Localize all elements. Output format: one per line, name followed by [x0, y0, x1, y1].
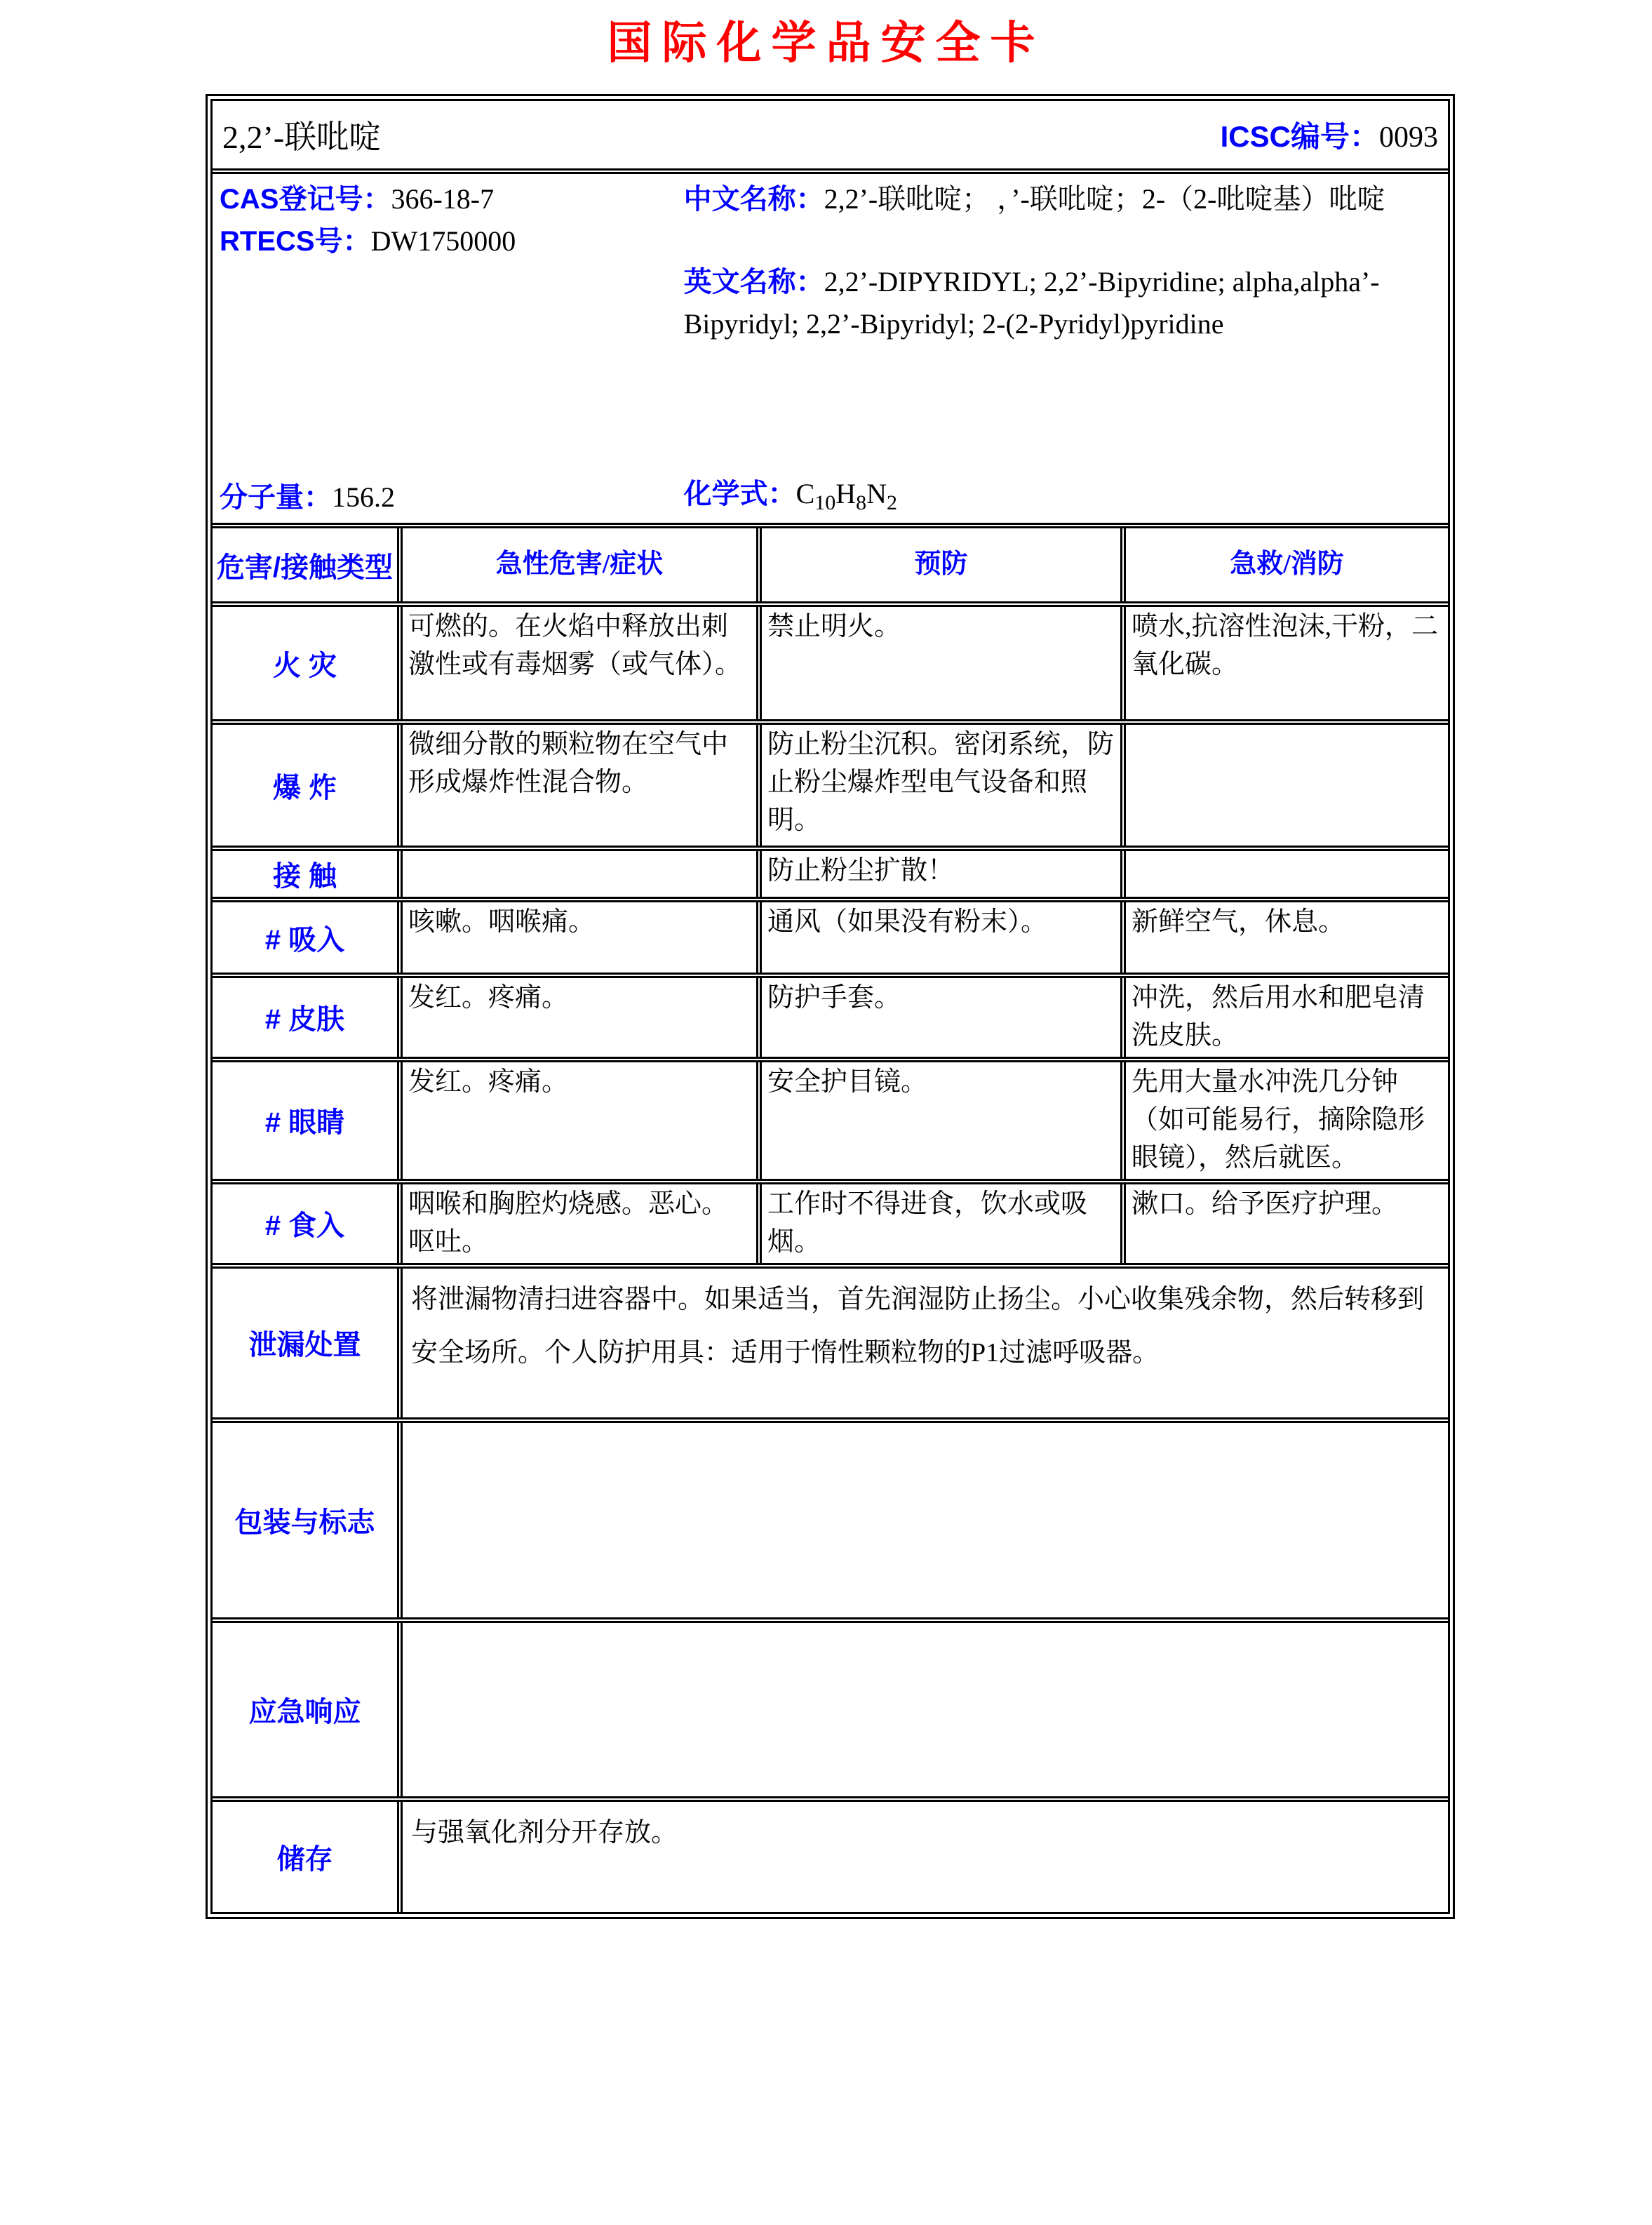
- header-first-aid-fire: 急救/消防: [1120, 528, 1448, 601]
- table-row-spill-disposal: [213, 1263, 1448, 1417]
- table-row-fire: [213, 601, 1448, 719]
- skin-prevention: 防护手套。: [756, 978, 1120, 1057]
- table-row-skin: [213, 973, 1448, 1057]
- row-label-spill-disposal: 泄漏处置: [248, 1330, 361, 1361]
- identity-right-column: [684, 178, 1441, 519]
- identity-left-column: [220, 178, 684, 519]
- explosion-symptoms: 微细分散的颗粒物在空气中形成爆炸性混合物。: [397, 725, 756, 846]
- table-row-storage: [213, 1796, 1448, 1912]
- eyes-prevention: 安全护目镜。: [756, 1062, 1120, 1179]
- formula-subscript-10: 10: [814, 491, 836, 514]
- english-name-label: 英文名称：: [683, 267, 824, 298]
- english-name-line: [684, 261, 1441, 345]
- icsc-number: [1221, 114, 1438, 156]
- header-hazard-type: 危害/接触类型: [216, 552, 394, 583]
- identity-section: [213, 168, 1448, 523]
- eyes-symptoms: 发红。疼痛。: [397, 1062, 756, 1179]
- rtecs-number-label: RTECS号：: [220, 226, 371, 257]
- table-row-emergency-response: [213, 1617, 1448, 1796]
- ingestion-prevention: 工作时不得进食，饮水或吸烟。: [756, 1184, 1120, 1263]
- row-label-ingestion: # 食入: [264, 1210, 345, 1242]
- hazard-table-header-row: [213, 523, 1448, 601]
- storage-content: 与强氧化剂分开存放。: [397, 1802, 1448, 1912]
- substance-name: 2,2’-联吡啶: [222, 119, 382, 155]
- row-label-storage: 储存: [276, 1843, 333, 1875]
- icsc-number-label: ICSC编号：: [1220, 120, 1379, 153]
- formula-element-h: H: [835, 478, 857, 509]
- rtecs-number-line: [220, 220, 684, 262]
- inhalation-prevention: 通风（如果没有粉末）。: [756, 902, 1120, 973]
- row-label-eyes: # 眼睛: [264, 1107, 345, 1139]
- table-row-exposure: [213, 846, 1448, 897]
- fire-symptoms: 可燃的。在火焰中释放出刺激性或有毒烟雾（或气体）。: [397, 607, 756, 719]
- explosion-aid: [1120, 725, 1448, 846]
- inhalation-aid: 新鲜空气，休息。: [1120, 902, 1448, 973]
- cas-number-value: 366-18-7: [391, 183, 495, 215]
- ingestion-symptoms: 咽喉和胸腔灼烧感。恶心。呕吐。: [397, 1184, 756, 1263]
- cas-number-line: [220, 178, 684, 220]
- emergency-response-content: [397, 1623, 1448, 1796]
- english-name-value: 2,2’-DIPYRIDYL; 2,2’-Bipyridine; alpha,alpha’-Bipyridyl; 2,2’-Bipyridyl; 2-(2-Pyridyl)pyridine: [683, 266, 1380, 340]
- spill-disposal-content: 将泄漏物清扫进容器中。如果适当，首先润湿防止扬尘。小心收集残余物，然后转移到安全场所。个人防护用具：适用于惰性颗粒物的P1过滤呼吸器。: [397, 1269, 1448, 1417]
- table-row-packaging-labelling: [213, 1417, 1448, 1617]
- formula-subscript-8: 8: [856, 491, 867, 514]
- exposure-prevention: 防止粉尘扩散！: [756, 851, 1120, 897]
- header-acute-hazards: 急性危害/症状: [397, 528, 756, 601]
- icsc-number-value: 0093: [1379, 121, 1438, 154]
- table-row-ingestion: [213, 1179, 1448, 1263]
- row-label-fire: 火 灾: [272, 650, 337, 681]
- molecular-weight-label: 分子量：: [220, 482, 332, 513]
- rtecs-number-value: DW1750000: [370, 225, 516, 257]
- skin-symptoms: 发红。疼痛。: [397, 978, 756, 1057]
- chinese-name-line: [684, 178, 1441, 220]
- formula-subscript-2: 2: [887, 491, 898, 514]
- chemical-formula-line: [684, 473, 1441, 519]
- formula-element-n: N: [866, 478, 887, 509]
- row-label-exposure: 接 触: [272, 861, 337, 892]
- table-row-inhalation: [213, 897, 1448, 973]
- substance-title-row: [213, 101, 1448, 168]
- inhalation-symptoms: 咳嗽。咽喉痛。: [397, 902, 756, 973]
- explosion-prevention: 防止粉尘沉积。密闭系统，防止粉尘爆炸型电气设备和照明。: [756, 725, 1120, 846]
- exposure-aid: [1120, 851, 1448, 897]
- fire-aid: 喷水,抗溶性泡沫,干粉，二氧化碳。: [1120, 607, 1448, 719]
- chemical-formula-label: 化学式：: [683, 479, 796, 509]
- skin-aid: 冲洗，然后用水和肥皂清洗皮肤。: [1120, 978, 1448, 1057]
- header-prevention: 预防: [756, 528, 1120, 601]
- icsc-card: [206, 94, 1455, 1919]
- row-label-emergency-response: 应急响应: [248, 1696, 361, 1728]
- molecular-weight-value: 156.2: [332, 481, 395, 513]
- table-row-explosion: [213, 719, 1448, 846]
- table-row-eyes: [213, 1057, 1448, 1179]
- chemical-formula-value: [795, 478, 898, 514]
- packaging-labelling-content: [397, 1423, 1448, 1617]
- cas-number-label: CAS登记号：: [220, 184, 391, 215]
- row-label-inhalation: # 吸入: [264, 924, 345, 956]
- fire-prevention: 禁止明火。: [756, 607, 1120, 719]
- eyes-aid: 先用大量水冲洗几分钟（如可能易行，摘除隐形眼镜），然后就医。: [1120, 1062, 1448, 1179]
- chinese-name-value: 2,2’-联吡啶； ，’-联吡啶；2-（2-吡啶基）吡啶: [824, 183, 1385, 215]
- exposure-symptoms: [397, 851, 756, 897]
- ingestion-aid: 漱口。给予医疗护理。: [1120, 1184, 1448, 1263]
- page-title: 国际化学品安全卡: [607, 18, 1045, 68]
- row-label-skin: # 皮肤: [264, 1004, 345, 1036]
- row-label-explosion: 爆 炸: [272, 772, 337, 803]
- row-label-packaging-labelling: 包装与标志: [234, 1506, 375, 1538]
- formula-element-c: C: [795, 478, 815, 509]
- molecular-weight-line: [220, 476, 684, 519]
- chinese-name-label: 中文名称：: [683, 184, 824, 215]
